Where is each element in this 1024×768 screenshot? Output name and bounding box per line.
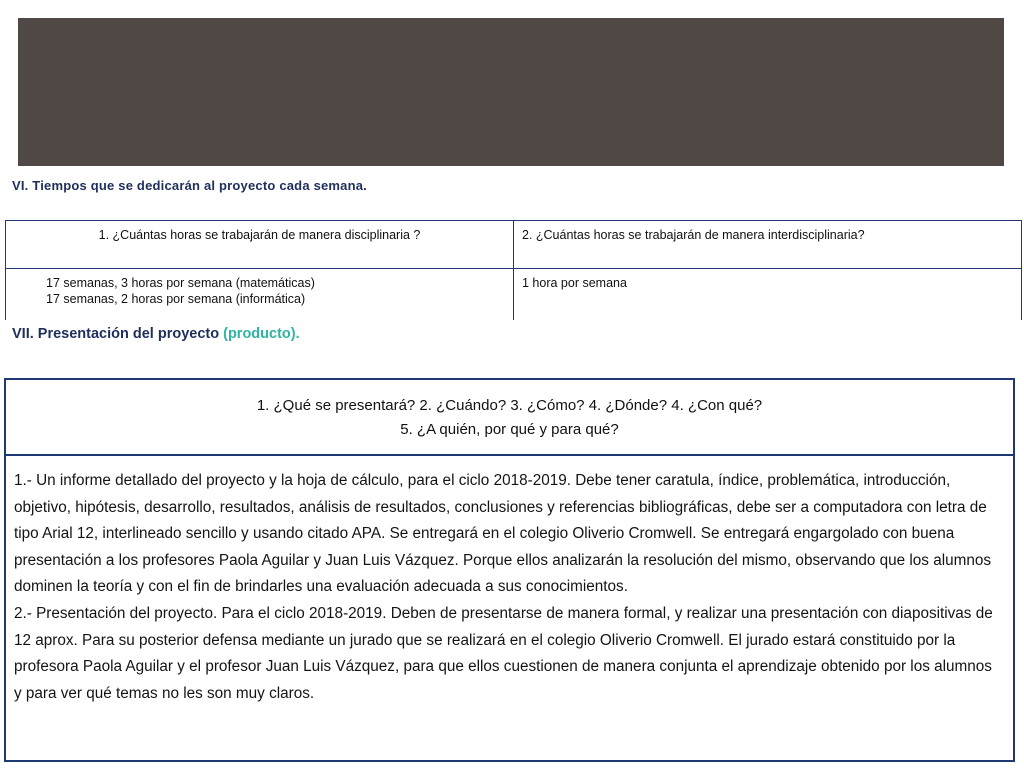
questions-line-2: 5. ¿A quién, por qué y para qué? xyxy=(400,421,619,438)
disciplinary-hours-cell xyxy=(6,269,514,321)
section-7-title xyxy=(12,326,300,342)
table-row xyxy=(6,221,1022,269)
interdisciplinary-hours-cell: 1 hora por semana xyxy=(514,269,1022,321)
presentation-answers xyxy=(6,456,1013,707)
disciplinary-hours-informatics: 17 semanas, 2 horas por semana (informática) xyxy=(46,292,306,307)
section-7-title-main: VII. Presentación del proyecto xyxy=(12,326,220,342)
presentation-box xyxy=(4,378,1015,762)
header-banner xyxy=(18,18,1004,166)
section-6-title: VI. Tiempos que se dedicarán al proyecto cada semana. xyxy=(12,178,367,193)
disciplinary-hours-header: 1. ¿Cuántas horas se trabajarán de manera disciplinaria ? xyxy=(6,221,514,269)
answer-1: 1.- Un informe detallado del proyecto y la hoja de cálculo, para el ciclo 2018-2019. Debe tener caratula, índice, problemática, introducción, objetivo, hipótesis, desarrollo, resultados, análisis de resultados, conclusiones y referencias bibliográficas, debe ser a computadora con letra de tipo Arial 12, interlineado sencillo y usando citado APA. Se entregará en el colegio Oliverio Cromwell. Se entregará engargolado con buena presentación a los profesores Paola Aguilar y Juan Luis Vázquez. Porque ellos analizarán la resolución del mismo, observando que los alumnos dominen la teoría y con el fin de brindarles una evaluación adecuada a sus conocimientos. xyxy=(14,472,992,596)
answer-2: 2.- Presentación del proyecto. Para el ciclo 2018-2019. Deben de presentarse de manera formal, y realizar una presentación con diapositivas de 12 aprox. Para su posterior defensa mediante un jurado que se realizará en el colegio Oliverio Cromwell. El jurado estará constituido por la profesora Paola Aguilar y el profesor Juan Luis Vázquez, para que ellos cuestionen de manera conjunta el aprendizaje obtenido por los alumnos y para ver qué temas no les son muy claros. xyxy=(14,604,993,702)
interdisciplinary-hours-header: 2. ¿Cuántas horas se trabajarán de manera interdisciplinaria? xyxy=(514,221,1022,269)
presentation-questions xyxy=(6,380,1013,456)
disciplinary-hours-math: 17 semanas, 3 horas por semana (matemáticas) xyxy=(46,276,315,290)
table-row xyxy=(6,269,1022,321)
questions-line-1: 1. ¿Qué se presentará? 2. ¿Cuándo? 3. ¿Cómo? 4. ¿Dónde? 4. ¿Con qué? xyxy=(256,397,763,414)
section-7-title-accent: (producto). xyxy=(223,326,300,342)
weekly-hours-table xyxy=(5,220,1022,320)
